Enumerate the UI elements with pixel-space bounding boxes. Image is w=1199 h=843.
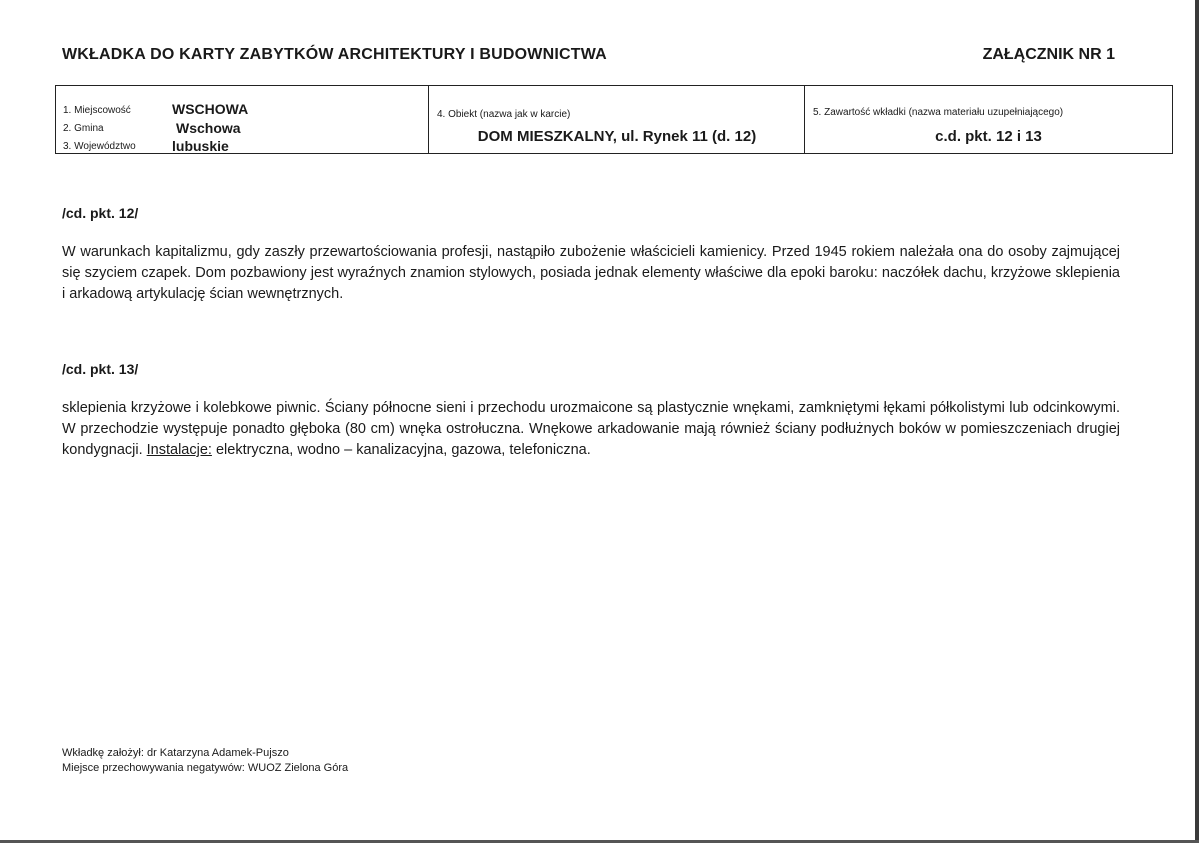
town-label: 1. Miejscowość: [63, 105, 131, 116]
annex-number: ZAŁĄCZNIK NR 1: [982, 46, 1115, 63]
object-cell: [428, 86, 805, 153]
contents-value: c.d. pkt. 12 i 13: [935, 128, 1042, 145]
contents-label: 5. Zawartość wkładki (nazwa materiału uzupełniającego): [813, 107, 1064, 118]
commune-label: 2. Gmina: [63, 123, 104, 134]
negatives-location-note: Miejsce przechowywania negatywów: WUOZ Zielona Góra: [62, 762, 349, 774]
commune-value: Wschowa: [176, 120, 241, 136]
section-heading-13: /cd. pkt. 13/: [62, 361, 139, 377]
section-text-13-part-2: elektryczna, wodno – kanalizacyjna, gazowa, telefoniczna.: [211, 442, 591, 458]
town-value: WSCHOWA: [172, 101, 249, 117]
author-note: Wkładkę założył: dr Katarzyna Adamek-Pujszo: [62, 747, 289, 759]
object-value: DOM MIESZKALNY, ul. Rynek 11 (d. 12): [477, 128, 757, 145]
info-table: [55, 85, 1173, 154]
object-label: 4. Obiekt (nazwa jak w karcie): [437, 109, 571, 120]
document-title: WKŁADKA DO KARTY ZABYTKÓW ARCHITEKTURY I BUDOWNICTWA: [62, 46, 607, 63]
installations-label: Instalacje:: [146, 442, 212, 458]
section-text-13: [62, 398, 1120, 461]
section-text-13-part-1: sklepienia krzyżowe i kolebkowe piwnic. Ściany północne sieni i przechodu urozmaicone są plastycznie wnękami, zamkniętymi łękami półkolistymi lub odcinkowymi. W przechodzie występuje ponadto głęboka (80 cm) wnęka ostrołuczna. Wnękowe arkadowanie mają również ściany podłużnych boków w pomieszczeniach drugiej kondygnacji.: [62, 400, 1120, 458]
location-cell: [56, 86, 428, 153]
contents-cell: [804, 86, 1172, 153]
voivodeship-value: lubuskie: [172, 138, 229, 154]
section-heading-12: /cd. pkt. 12/: [62, 205, 139, 221]
section-text-12: W warunkach kapitalizmu, gdy zaszły przewartościowania profesji, nastąpiło zubożenie właścicieli kamienicy. Przed 1945 rokiem należała ona do osoby zajmującej się szyciem czapek. Dom pozbawiony jest wyraźnych znamion stylowych, posiada jednak elementy właściwe dla epoki baroku: naczółek dachu, krzyżowe sklepienia i arkadową artykulację ścian wewnętrznych.: [62, 244, 1120, 302]
voivodeship-label: 3. Województwo: [63, 141, 136, 152]
scan-edge-right: [1195, 0, 1199, 843]
